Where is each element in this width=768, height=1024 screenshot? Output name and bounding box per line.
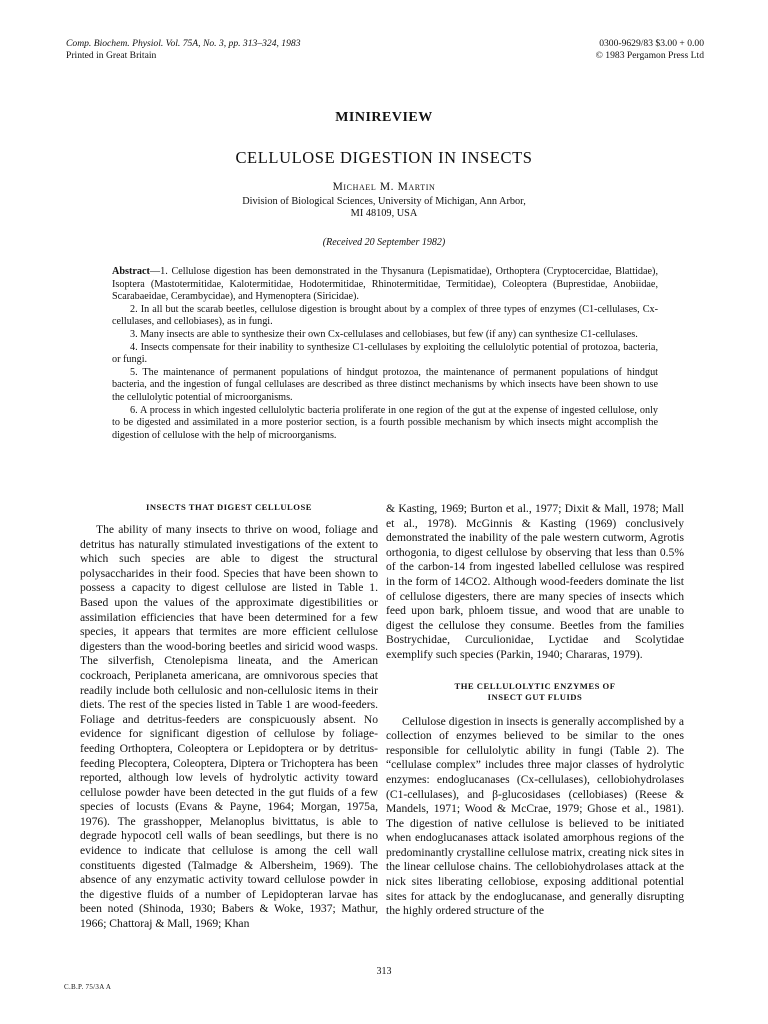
author-name: Michael M. Martin (332, 181, 436, 193)
abstract-point-2: 2. In all but the scarab beetles, cellulose digestion is brought about by a complex of three types of enzymes (C1-cellulases, Cx-cellulases, and cellobiases), as in fungi. (112, 303, 658, 328)
abstract (112, 266, 658, 442)
abstract-point-6: 6. A process in which ingested cellulolytic bacteria proliferate in one region of the gut at the expense of ingested cellulose, only to be digested and assimilated in a more posterior section, is a fourth possible mechanism by which insects might accomplish the digestion of cellulose with the help of microorganisms. (112, 404, 658, 441)
printed-in: Printed in Great Britain (66, 50, 157, 61)
abstract-point-1 (112, 266, 658, 304)
journal-citation: Comp. Biochem. Physiol. Vol. 75A, No. 3, pp. 313–324, 1983 (66, 38, 301, 49)
right-column-paragraph-2: Cellulose digestion in insects is generally accomplished by a collection of enzymes believed to be similar to the ones responsible for cellulolytic ability in fungi (Table 2). The “cellulase complex” includes three major classes of hydrolytic enzymes: endoglucanases (Cx-cellulases), cellobiohydrolases (C1-cellulases), and β-glucosidases (cellobiases) (Reese & Mandels, 1971; Wood & McCrae, 1979; Ghose et al., 1981). The digestion of native cellulose is believed to be initiated when endoglucanases attack isolated amorphous regions of the predominantly crystalline cellulose matrix, creating nick sites in the linear cellulose chains. The cellobiohydrolases attack at the nick sites liberating cellobiose, exposing additional potential sites for attack by the endoglucanase, and generally disrupting the highly ordered structure of the (386, 714, 684, 918)
price-code: 0300-9629/83 $3.00 + 0.00 (599, 38, 704, 49)
abstract-point-3: 3. Many insects are able to synthesize their own Cx-cellulases and cellobiases, but few (if any) can synthesize C1-cellulases. (130, 328, 638, 340)
right-column-paragraph-1: & Kasting, 1969; Burton et al., 1977; Dixit & Mall, 1978; Mall et al., 1978). McGinnis & Kasting (1969) conclusively demonstrated the inability of the pale western cutworm, Agrotis orthogonia, to digest cellulose by observing that less than 0.5% of the carbon-14 from ingested labelled cellulose was respired in the form of 14CO2. Although wood-feeders dominate the list of cellulose digesters, there are many species of insects which feed upon bark, phloem tissue, and wood that are unable to digest the cellulose they consume. Beetles from the families Bostrychidae, Curculionidae, Lyctidae and Scolytidae exemplify such species (Parkin, 1940; Chararas, 1979). (386, 502, 684, 661)
abstract-point-4: 4. Insects compensate for their inability to synthesize C1-cellulases by exploiting the cellulolytic potential of protozoa, bacteria, or fungi. (112, 341, 658, 366)
section-label: MINIREVIEW (335, 110, 433, 125)
journal-header-left (66, 38, 301, 62)
received-date: (Received 20 September 1982) (322, 237, 446, 248)
article-title: CELLULOSE DIGESTION IN INSECTS (235, 148, 533, 167)
abstract-point-1-text: —1. Cellulose digestion has been demonstrated in the Thysanura (Lepismatidae), Orthoptera (Cryptocercidae, Blattidae), Isoptera (Mastotermitidae, Kalotermitidae, Hodotermitidae, Rhinotermitidae, Termitidae), Coleoptera (Buprestidae, Anobiidae, Scarabaeidae, Cerambycidae), and Hymenoptera (Siricidae). (112, 266, 658, 303)
left-column-paragraph: The ability of many insects to thrive on wood, foliage and detritus has naturally stimulated investigations of the extent to which such species are able to digest the structural polysaccharides in their food. Species that have been shown to possess a capacity to digest cellulose are listed in Table 1. Based upon the values of the approximate digestibilities or assimilation efficiencies that have been determined for a few species, it appears that termites are more efficient cellulose digesters than the wood-boring beetles and siricid wood wasps. The silverfish, Ctenolepisma lineata, and the American cockroach, Periplaneta americana, are omnivorous species that readily include both cellulosic and non-cellulosic items in their diets. The rest of the species listed in Table 1 are wood-feeders. Foliage and detritus-feeders are conspicuously absent. No evidence for significant digestion of cellulose by foliage-feeding Orthoptera, Coleoptera or Lepidoptera or by detritus-feeding Plecoptera, Coleoptera, Diptera or Trichoptera has been reported, although low levels of hydrolytic activity toward cellulose powder have been detected in the gut fluids of a few species of locusts (Evans & Payne, 1964; Morgan, 1975a, 1976). The grasshopper, Melanoplus bivittatus, is able to degrade hypocotl cell walls of bean seedlings, but there is no evidence to indicate that cellulose is among the cell wall constituents digested (Talmadge & Albersheim, 1969). The absence of any enzymatic activity toward cellulose powder in the digestive fluids of a number of Lepidopteran larvae has been noted (Shinoda, 1930; Babers & Woke, 1937; Mathur, 1966; Chattoraj & Mall, 1969; Khan (80, 523, 378, 931)
abstract-label: Abstract (112, 266, 150, 277)
section-heading-insects: INSECTS THAT DIGEST CELLULOSE (146, 502, 312, 512)
section-heading-enzymes-line-2: INSECT GUT FLUIDS (487, 691, 583, 702)
left-column (80, 502, 378, 932)
footer-code: C.B.P. 75/3A A (64, 983, 112, 991)
affiliation (0, 196, 768, 220)
page-number: 313 (376, 966, 392, 977)
affiliation-line-2: MI 48109, USA (350, 208, 418, 219)
abstract-point-5: 5. The maintenance of permanent populations of hindgut protozoa, the maintenance of permanent populations of hindgut bacteria, and the ingestion of fungal cellulases are described as three distinct mechanisms by which insects have been shown to use the cellulolytic potential of microorganisms. (112, 366, 658, 403)
copyright: © 1983 Pergamon Press Ltd (595, 50, 704, 61)
journal-header-right (596, 38, 704, 62)
right-column (386, 502, 684, 919)
section-heading-enzymes-line-1: THE CELLULOLYTIC ENZYMES OF (454, 680, 616, 691)
section-heading-enzymes (386, 681, 684, 703)
affiliation-line-1: Division of Biological Sciences, University of Michigan, Ann Arbor, (242, 196, 526, 207)
